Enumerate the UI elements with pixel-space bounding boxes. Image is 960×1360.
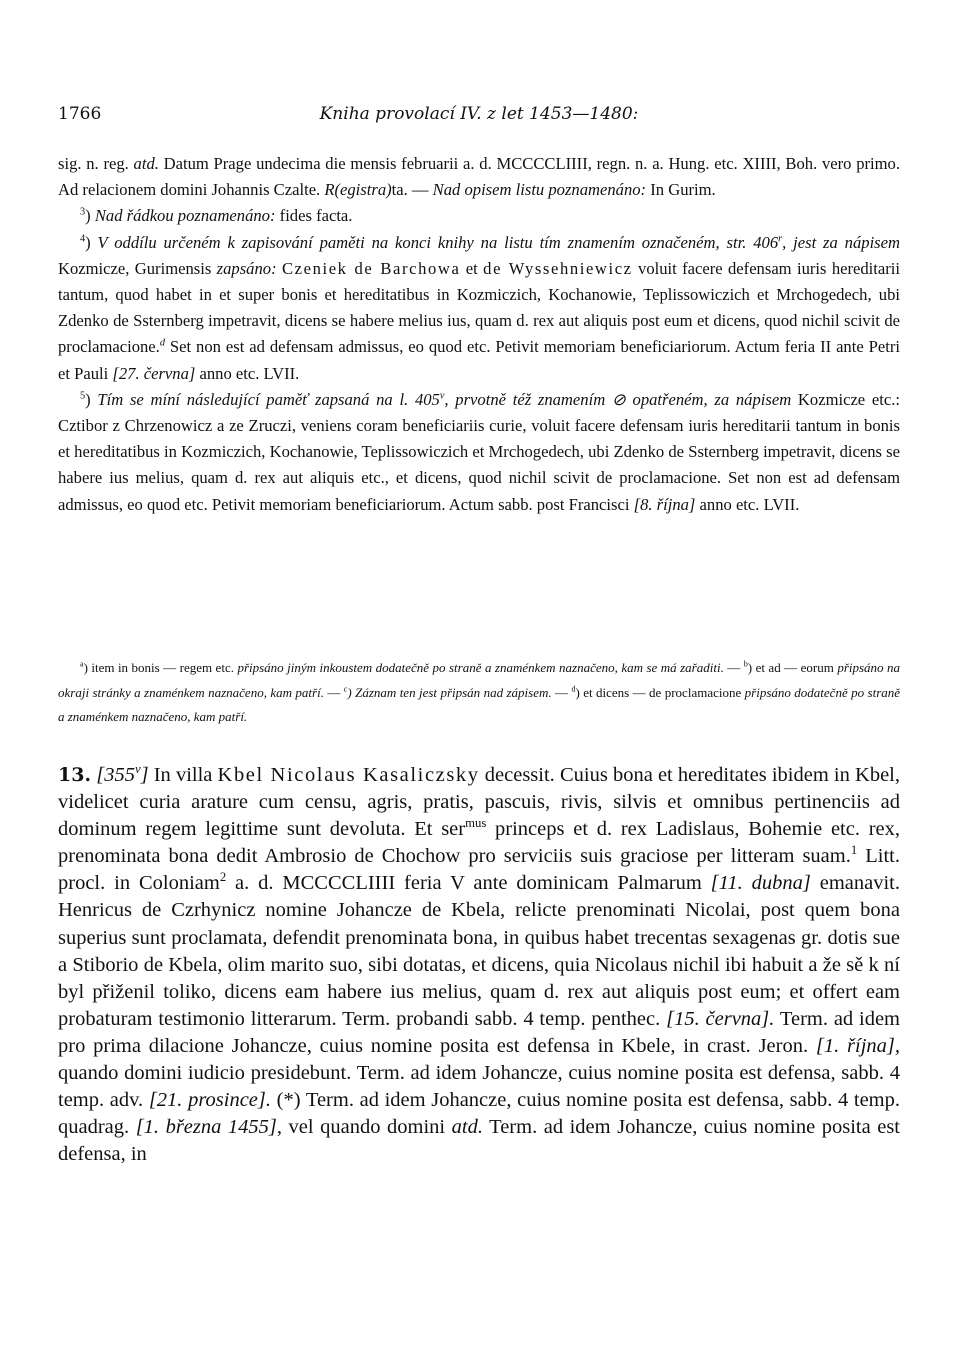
editorial-footnotes <box>58 151 900 518</box>
folio-reference: [355$^v$] <box>96 762 149 786</box>
footnote-4: $^4$) V oddílu určeném k zapisování paměti na konci knihy na listu tím znamením označeném, str. 406$^r$, jest za nápisem Kozmicze, Gurimensis zapsáno: Czeniek de Barchowa et de Wyssehniewicz voluit facere defensam iuris hereditarii tantum, quod habet in et super bonis et hereditatibus in Kozmiczich, Kochanowie, Teplissowiczich et Mrchogedech, ubi Zdenko de Ssternberg impetravit, dicens se habere melius ius, quam d. rex aut aliquis post eum et dicens, quod nichil scivit de proclamacione.$^d$ Set non est ad defensam admissus, eo quod etc. Petivit memoriam beneficiariorum. Actum feria II ante Petri et Pauli [27. června] anno etc. LVII. <box>58 232 901 383</box>
entry-13 <box>58 762 900 1168</box>
page-number: 1766 <box>58 104 102 124</box>
entry-body: 13. [355$^v$] In villa Kbel Nicolaus Kasaliczsky decessit. Cuius bona et hereditates ibidem in Kbel, videlicet curia arature cum censu, agris, pratis, pascuis, rivis, silvis et omnibus pertinenciis ad dominum regem legittime sunt devoluta. Et ser$^{mus}$ princeps et d. rex Ladislaus, Bohemie etc. rex, prenominata bona dedit Ambrosio de Chochow pro serviciis suis graciose per litteram suam.$^1$ Litt. procl. in Coloniam$^2$ a. d. MCCCCLIIII feria V ante dominicam Palmarum [11. dubna] emanavit. Henricus de Czrhynicz nomine Johancze de Kbela, relicte prenominati Nicolai, post quem bona superius sunt proclamata, defendit prenominata bona, in quibus habet trecentas sexagenas gr. dotis sue a Stiborio de Kbela, olim marito suo, sibi dotatas, et dicens, quia Nicolaus nichil ibi habuit a že sě k ní byl přiženil toliko, dicens eam habere ius melius, quam d. rex aut aliquis post eum; et offert eam probaturam testimonio litterarum. Term. probandi sabb. 4 temp. penthec. [15. června]. Term. ad idem pro prima dilacione Johancze, cuius nomine posita est defensa in Kbele, in crast. Jeron. [1. října], quando domini iudicio presidebunt. Term. ad idem Johancze, cuius nomine posita est defensa, sabb. 4 temp. adv. [21. prosince]. (*) Term. ad idem Johancze, cuius nomine posita est defensa, sabb. 4 temp. quadrag. [1. března 1455], vel quando domini atd. Term. ad idem Johancze, cuius nomine posita est defensa, in <box>58 762 901 1166</box>
running-header <box>58 104 900 130</box>
footnote-3: $^3$) Nad řádkou poznamenáno: fides facta. <box>80 206 353 226</box>
footnote-5: $^5$) Tím se míní následující paměť zapsaná na l. 405$^v$, prvotně též znamením ⊘ opatřeném, za nápisem Kozmicze etc.: Cztibor z Chrzenowicz a ze Zruczi, veniens coram beneficiariis curie, voluit facere defensam iuris hereditarii tantum in bonis et hereditatibus in Kozmiczich, Kochanowie, Teplissowiczich et Mrchogedech, ubi Zdenko de Ssternberg impetravit, dicens se habere ius melius, quam d. rex aut aliquis etc., et dicens, quod nichil scivit de proclamacione. Set non est ad defensam admissus, eo quod etc. Petivit memoriam beneficiariorum. Actum sabb. post Francisci [8. října] anno etc. LVII. <box>58 389 901 514</box>
textual-notes <box>58 656 900 730</box>
running-title: Kniha provolací IV. z let 1453—1480: <box>319 104 639 124</box>
entry-number: 13. <box>58 764 92 786</box>
footnote-2-continuation: sig. n. reg. atd. Datum Prage undecima die mensis februarii a. d. MCCCCLIIII, regn. n. a. Hung. etc. XIIII, Boh. vero primo. Ad relacionem domini Johannis Czalte. R(egistra)ta. — Nad opisem listu poznamenáno: In Gurim. <box>58 154 900 200</box>
textual-notes-paragraph: $^a$) item in bonis — regem etc. připsáno jiným inkoustem dodatečně po straně a znaménkem naznačeno, kam se má zařaditi. — $^b$) et ad — eorum připsáno na okraji stránky a znaménkem naznačeno, kam patří. — $^c$) Záznam ten jest připsán nad zápisem. — $^d$) et dicens — de proclamacione připsáno dodatečně po straně a znaménkem naznačeno, kam patří. <box>58 659 901 724</box>
